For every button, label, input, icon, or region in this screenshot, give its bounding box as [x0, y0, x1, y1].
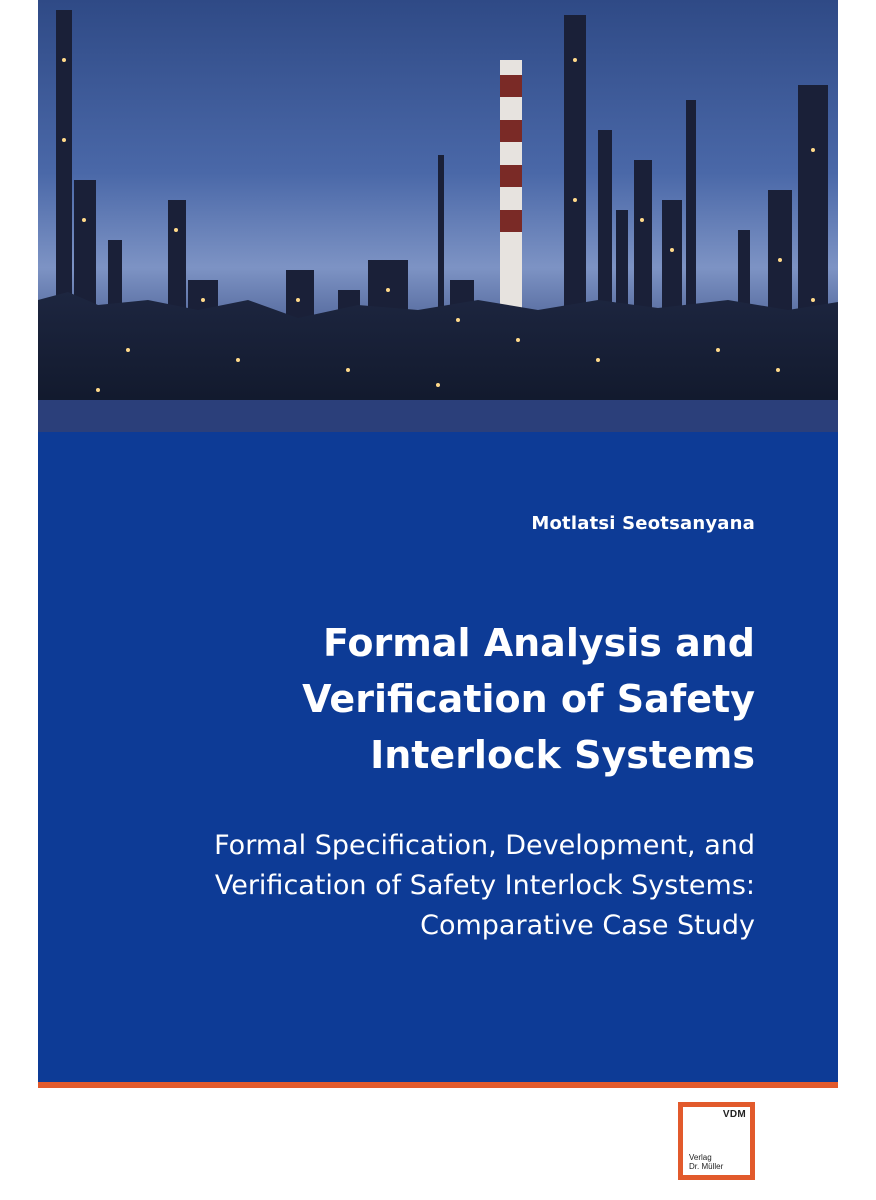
publisher-logo-line-1: Verlag — [689, 1153, 712, 1162]
book-title: Formal Analysis and Verification of Safety Interlock Systems — [302, 621, 755, 777]
orange-rule — [38, 1082, 838, 1088]
book-cover — [38, 0, 838, 1200]
book-subtitle: Formal Specification, Development, and Verification of Safety Interlock Systems: Comparative Case Study — [214, 830, 755, 941]
refinery-silhouette — [38, 0, 838, 432]
publisher-logo — [678, 1102, 755, 1180]
publisher-logo-line-2: Dr. Müller — [689, 1162, 724, 1171]
publisher-logo-top: VDM — [722, 1109, 746, 1120]
publisher-logo-bottom — [689, 1153, 723, 1171]
refinery-photo — [38, 0, 838, 432]
author-name: Motlatsi Seotsanyana — [531, 513, 755, 534]
